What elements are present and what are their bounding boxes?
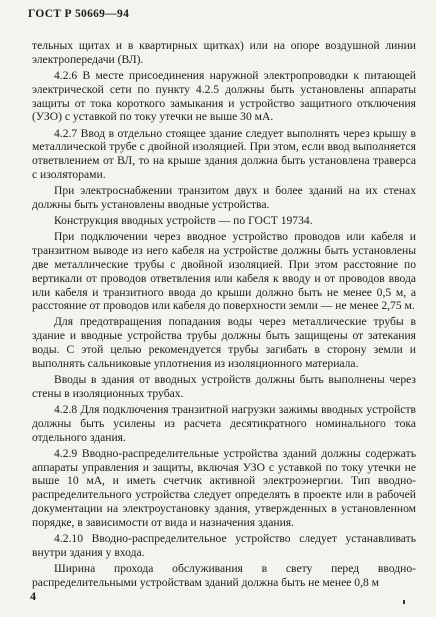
paragraph: Вводы в здания от вводных устройств должны быть выполнены через стены в изоляционных трубах. xyxy=(32,373,416,400)
paragraph: Для предотвращения попадания воды через металлические трубы в здание и вводные устройства трубы должны быть защищены от затекания воды. С этой целью рекомендуется трубы загибать в сторону земли и выполнять сальниковые уплотнения из изоляционного материала. xyxy=(32,315,416,370)
paragraph: тельных щитах и в квартирных щитках) или на опоре воздушной линии электропередачи (ВЛ). xyxy=(32,39,416,66)
print-speck xyxy=(403,600,405,604)
page-header: ГОСТ Р 50669—94 xyxy=(28,8,130,20)
paragraph: При подключении через вводное устройство проводов или кабеля и транзитном выводе из него кабеля на устройстве должны быть установлены две металлические трубы с двойной изоляцией. При этом расстояние по вертикали от проводов ответвления или кабеля к вводу и от проводов ввода или кабеля и транзитного ввода до крыши должно быть не менее 0,5 м, а расстояние от проводов или кабеля до поверхности земли — не менее 2,75 м. xyxy=(32,230,416,313)
paragraph: 4.2.6 В месте присоединения наружной электропроводки к питающей электрической сети по пункту 4.2.5 должны быть установлены аппараты защиты от тока короткого замыкания и устройство защитного отключения (УЗО) с уставкой по току утечки не выше 30 мА. xyxy=(32,68,416,124)
paragraph: Конструкция вводных устройств — по ГОСТ 19734. xyxy=(54,214,313,228)
paragraph: 4.2.8 Для подключения транзитной нагрузки зажимы вводных устройств должны быть усилены из расчета десятикратного номинального тока отдельного здания. xyxy=(32,403,416,444)
paragraph: Ширина прохода обслуживания в свету перед вводно-распределительными устройствам зданий должна быть не менее 0,8 м xyxy=(32,561,416,589)
paragraph: При электроснабжении транзитом двух и более зданий на их стенах должны быть установлены вводные устройства. xyxy=(32,184,416,211)
paragraph: 4.2.9 Вводно-распределительные устройства зданий должны содержать аппараты управления и защиты, включая УЗО с уставкой по току утечки не выше 10 мА, и иметь счетчик активной электроэнергии. Тип вводно-распределительного устройства следует определять в проекте или в рабочей документации на электроустановку здания, утвержденных в установленном порядке, в зависимости от вида и назначения здания. xyxy=(32,446,416,529)
page-number: 4 xyxy=(30,589,36,603)
paragraph: 4.2.10 Вводно-распределительное устройство следует устанавливать внутри здания у входа. xyxy=(32,532,416,559)
document-body xyxy=(32,39,416,590)
paragraph: 4.2.7 Ввод в отдельно стоящее здание следует выполнять через крышу в металлической трубе с двойной изоляцией. При этом, если ввод выполняется ответвлением от ВЛ, то на крыше здания должна быть установлена траверса с изоляторами. xyxy=(32,126,416,181)
